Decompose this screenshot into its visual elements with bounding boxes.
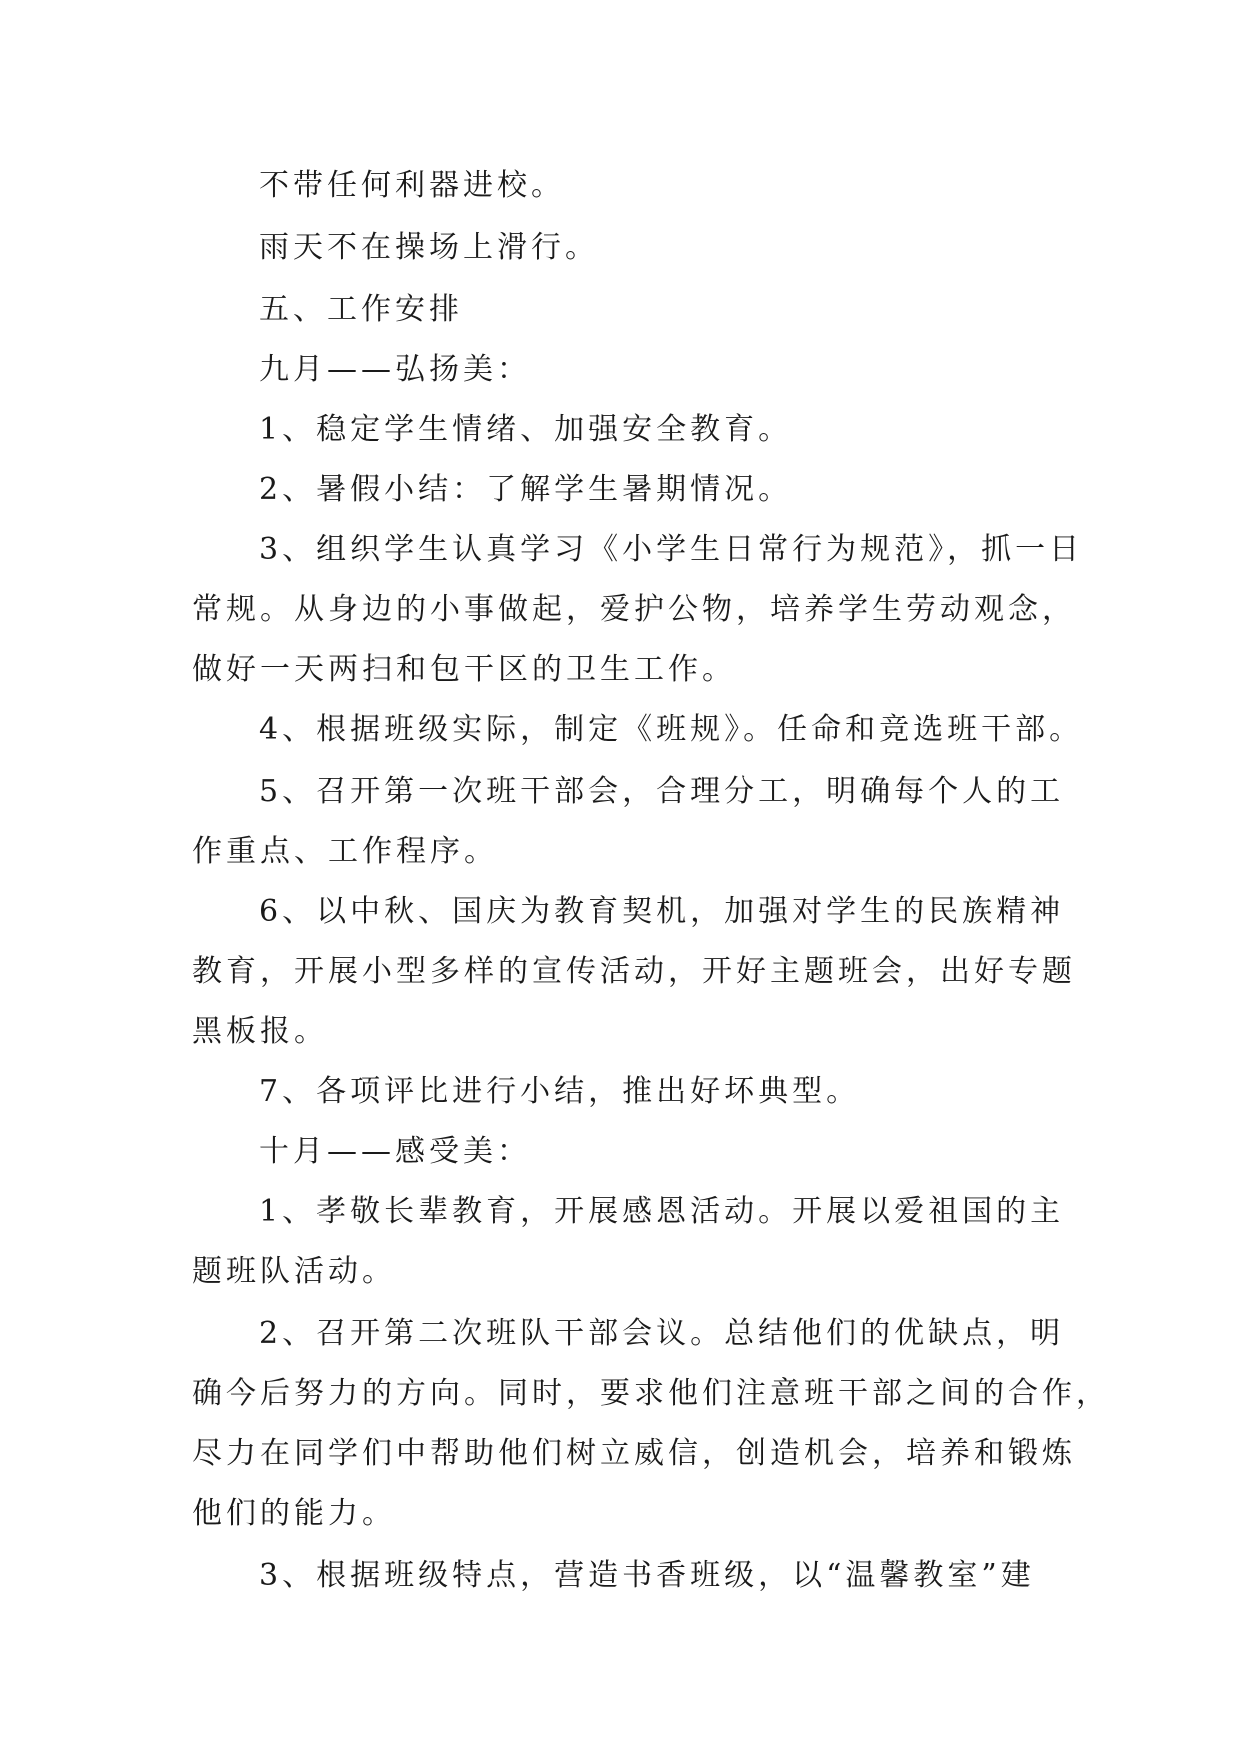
text-line: 他们的能力。 bbox=[192, 1496, 396, 1531]
text-line: 确今后努力的方向。同时，要求他们注意班干部之间的合作， bbox=[192, 1376, 1110, 1411]
text-line: 5、召开第一次班干部会，合理分工，明确每个人的工 bbox=[259, 774, 1065, 809]
text-line: 2、召开第二次班队干部会议。总结他们的优缺点，明 bbox=[259, 1316, 1065, 1351]
text-line: 雨天不在操场上滑行。 bbox=[259, 230, 599, 265]
text-line: 教育，开展小型多样的宣传活动，开好主题班会，出好专题 bbox=[192, 954, 1076, 989]
text-line: 常规。从身边的小事做起，爱护公物，培养学生劳动观念， bbox=[192, 592, 1076, 627]
text-line: 尽力在同学们中帮助他们树立威信，创造机会，培养和锻炼 bbox=[192, 1436, 1076, 1471]
text-line: 2、暑假小结：了解学生暑期情况。 bbox=[259, 472, 793, 507]
month-heading: 十月——感受美： bbox=[259, 1134, 531, 1169]
text-line: 不带任何利器进校。 bbox=[259, 168, 565, 203]
text-line: 7、各项评比进行小结，推出好坏典型。 bbox=[259, 1074, 861, 1109]
text-line: 作重点、工作程序。 bbox=[192, 834, 498, 869]
text-line: 3、根据班级特点，营造书香班级，以“温馨教室”建 bbox=[259, 1558, 1035, 1593]
text-line: 4、根据班级实际，制定《班规》。任命和竞选班干部。 bbox=[259, 712, 1084, 747]
text-line: 3、组织学生认真学习《小学生日常行为规范》，抓一日 bbox=[259, 532, 1084, 567]
text-line: 1、稳定学生情绪、加强安全教育。 bbox=[259, 412, 793, 447]
text-line: 6、以中秋、国庆为教育契机，加强对学生的民族精神 bbox=[259, 894, 1065, 929]
section-heading: 五、工作安排 bbox=[259, 292, 463, 327]
text-line: 黑板报。 bbox=[192, 1014, 328, 1049]
text-line: 1、孝敬长辈教育，开展感恩活动。开展以爱祖国的主 bbox=[259, 1194, 1065, 1229]
text-line: 题班队活动。 bbox=[192, 1254, 396, 1289]
text-line: 做好一天两扫和包干区的卫生工作。 bbox=[192, 652, 736, 687]
month-heading: 九月——弘扬美： bbox=[259, 352, 531, 387]
